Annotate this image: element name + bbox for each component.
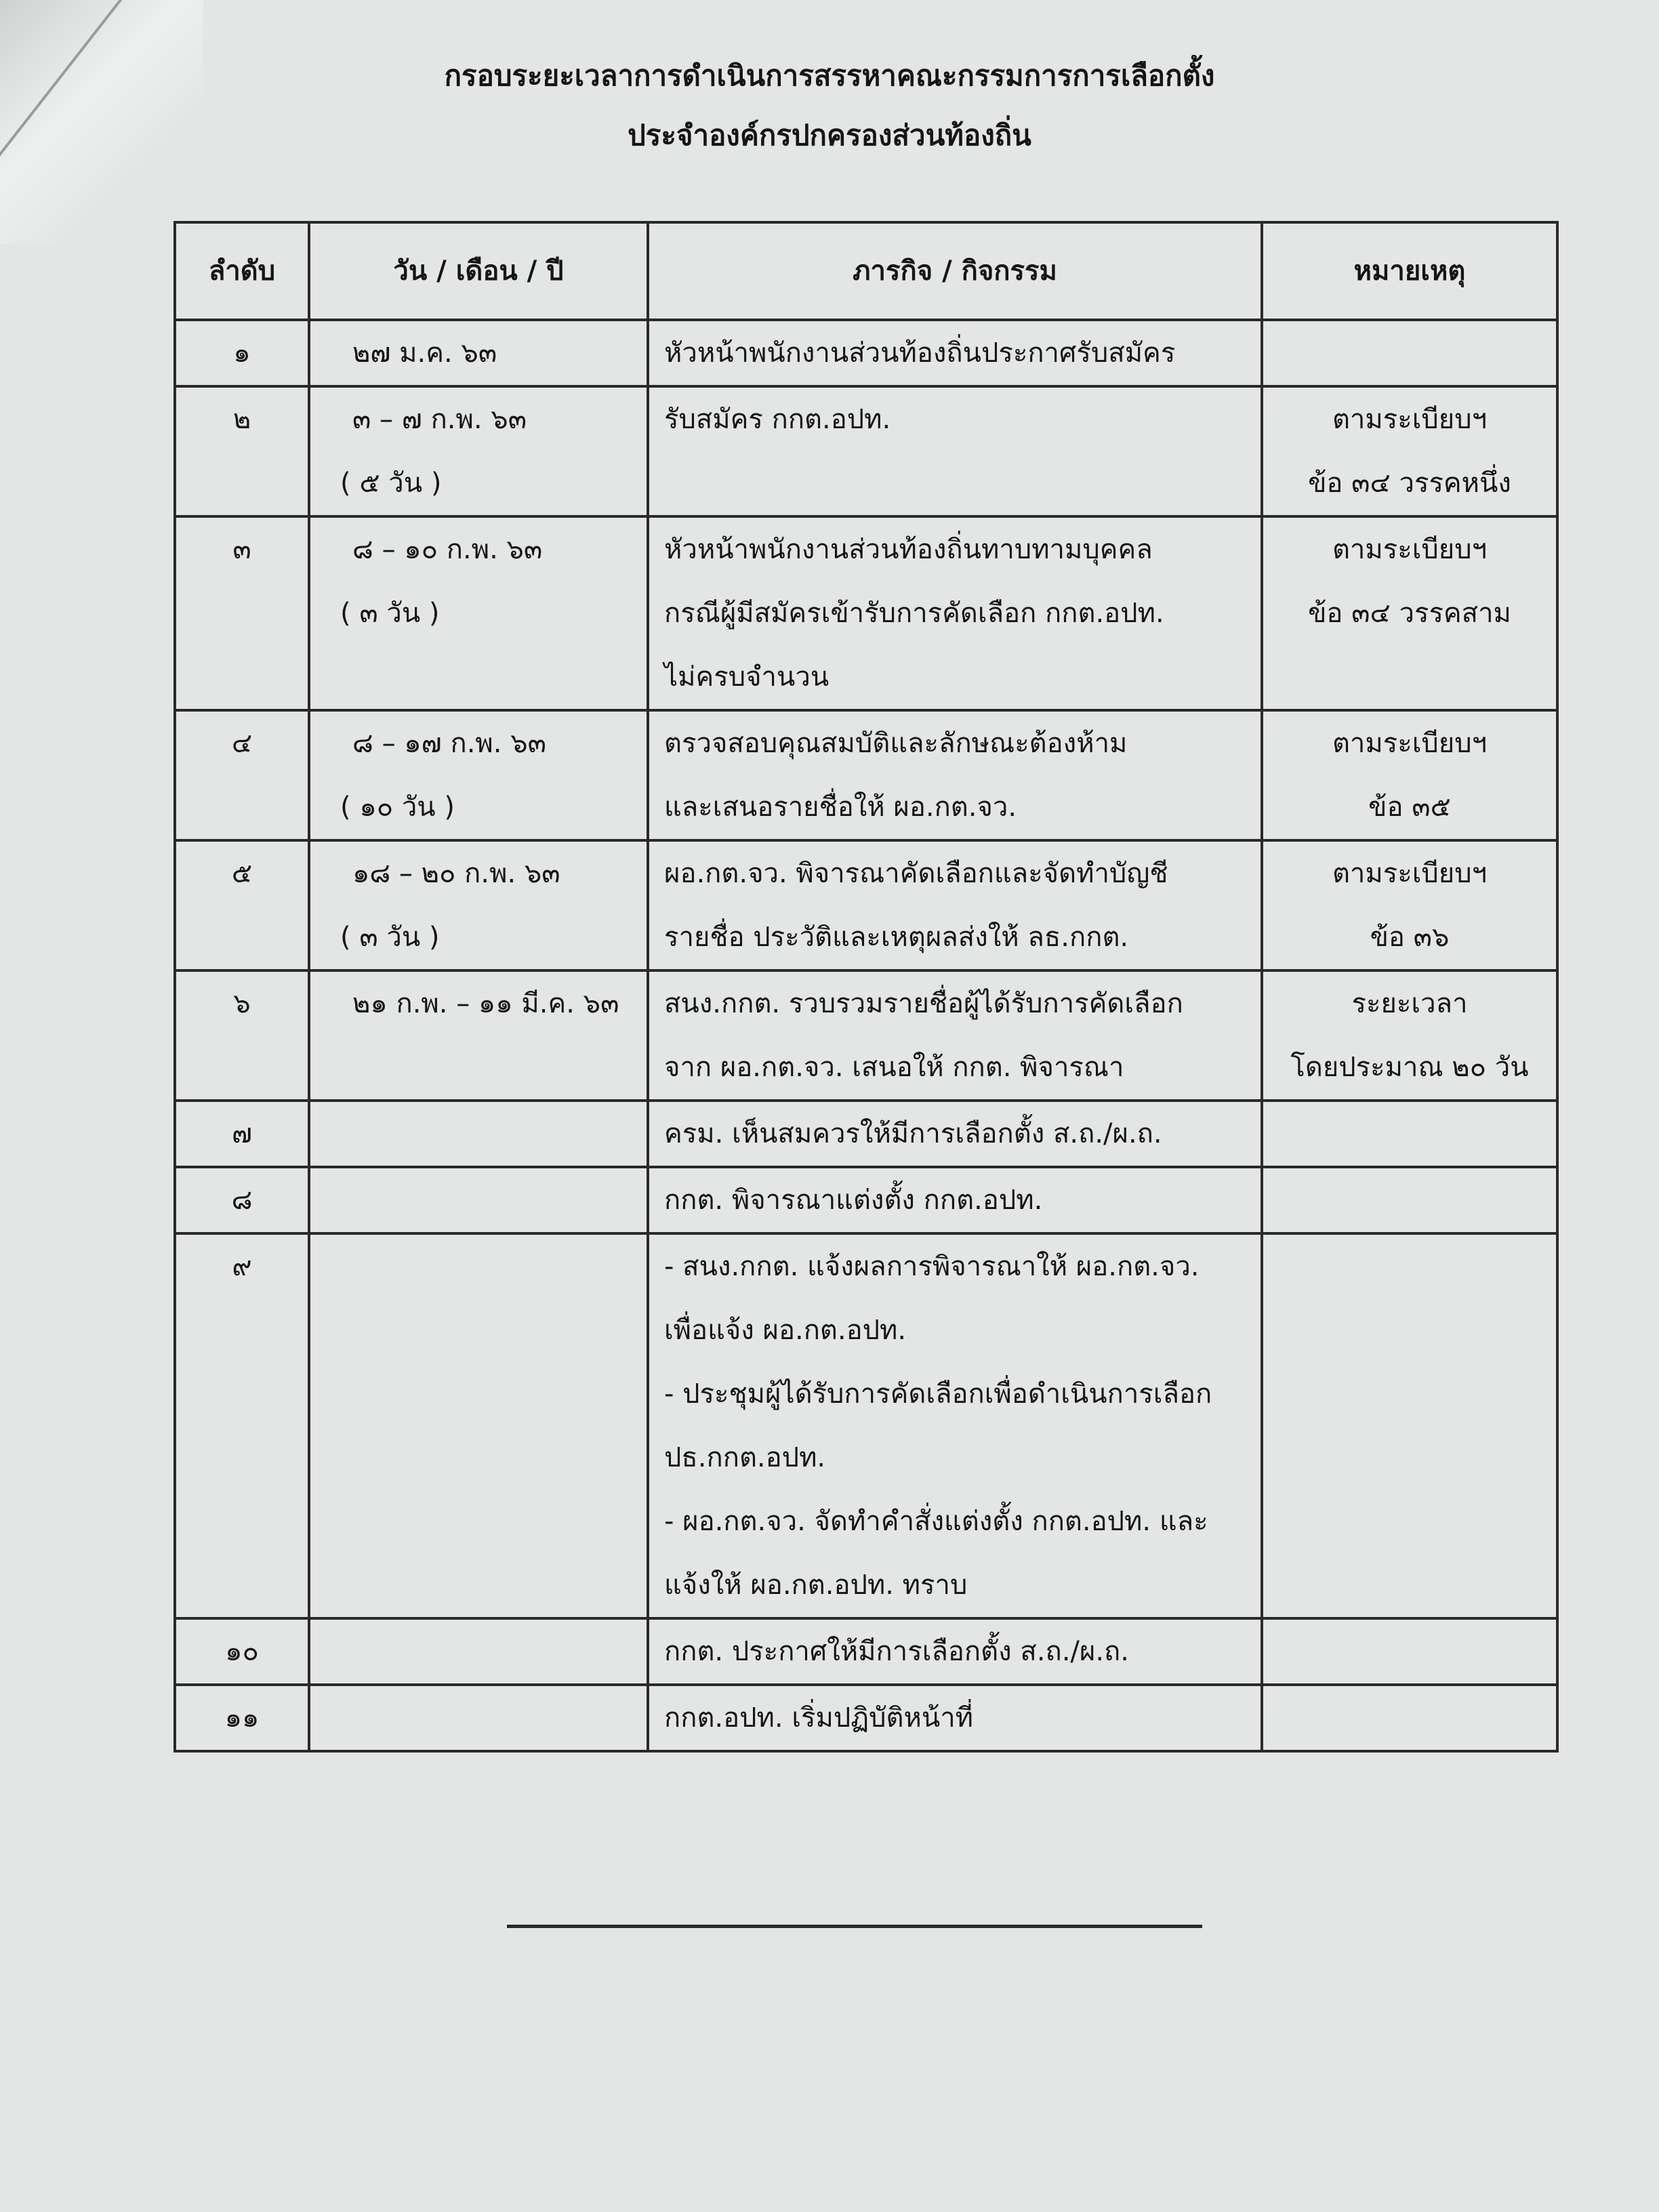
row-duration: ( ๓ วัน ): [340, 598, 440, 629]
row-order: ๖: [175, 970, 309, 1101]
row-note-cell: [1262, 710, 1557, 840]
row-task-line: แจ้งให้ ผอ.กต.อปท. ทราบ: [664, 1570, 968, 1601]
row-note-cell: [1262, 386, 1557, 516]
row-task-line: - ผอ.กต.จว. จัดทำคำสั่งแต่งตั้ง กกต.อปท. และ: [664, 1506, 1208, 1537]
row-note-line: ตามระเบียบฯ: [1332, 858, 1488, 889]
row-order: ๘: [175, 1167, 309, 1233]
row-task-cell: [648, 840, 1262, 970]
row-date-cell: [309, 710, 648, 840]
row-note-line: ข้อ ๓๖: [1370, 922, 1450, 953]
row-order: ๙: [175, 1233, 309, 1618]
row-note-line: ข้อ ๓๔ วรรคหนึ่ง: [1308, 468, 1511, 499]
row-date: ๑๘ – ๒๐ ก.พ. ๖๓: [352, 858, 560, 889]
table-row: [175, 386, 1557, 516]
table-row: [175, 320, 1557, 386]
row-date-cell: [309, 840, 648, 970]
row-task-line: ปธ.กกต.อปท.: [664, 1442, 826, 1473]
row-order: ๔: [175, 710, 309, 840]
row-note-cell: [1262, 1685, 1557, 1751]
row-date: ๒๑ ก.พ. – ๑๑ มี.ค. ๖๓: [352, 988, 619, 1019]
table-row: [175, 1685, 1557, 1751]
header-date: วัน / เดือน / ปี: [309, 222, 648, 320]
row-note-line: โดยประมาณ ๒๐ วัน: [1290, 1052, 1529, 1083]
row-date: ๒๗ ม.ค. ๖๓: [352, 337, 497, 369]
row-order: ๗: [175, 1101, 309, 1167]
row-task-line: - ประชุมผู้ได้รับการคัดเลือกเพื่อดำเนินการเลือก: [664, 1378, 1212, 1410]
row-note-line: ตามระเบียบฯ: [1332, 728, 1488, 759]
row-task-line: กกต.อปท. เริ่มปฏิบัติหน้าที่: [664, 1702, 974, 1734]
row-note-cell: [1262, 516, 1557, 710]
table-row: [175, 710, 1557, 840]
row-task-cell: [648, 970, 1262, 1101]
row-task-cell: [648, 386, 1262, 516]
row-task-line: กรณีผู้มีสมัครเข้ารับการคัดเลือก กกต.อปท.: [664, 598, 1164, 629]
row-task-line: และเสนอรายชื่อให้ ผอ.กต.จว.: [664, 792, 1017, 823]
row-order: ๑: [175, 320, 309, 386]
row-note-line: ข้อ ๓๔ วรรคสาม: [1308, 598, 1511, 629]
table-row: [175, 516, 1557, 710]
row-note-line: ตามระเบียบฯ: [1332, 534, 1488, 565]
row-task-line: จาก ผอ.กต.จว. เสนอให้ กกต. พิจารณา: [664, 1052, 1124, 1083]
row-date-cell: [309, 320, 648, 386]
row-task-cell: [648, 516, 1262, 710]
row-date-cell: [309, 1233, 648, 1618]
row-task-line: ไม่ครบจำนวน: [664, 661, 830, 693]
document-subtitle: ประจำองค์กรปกครองส่วนท้องถิ่น: [628, 119, 1031, 152]
row-task-line: กกต. พิจารณาแต่งตั้ง กกต.อปท.: [664, 1185, 1043, 1216]
row-task-cell: [648, 1233, 1262, 1618]
row-task-line: ผอ.กต.จว. พิจารณาคัดเลือกและจัดทำบัญชี: [664, 858, 1168, 889]
row-date: ๘ – ๑๗ ก.พ. ๖๓: [352, 728, 546, 759]
row-note-cell: [1262, 320, 1557, 386]
row-date-cell: [309, 1618, 648, 1685]
row-date-cell: [309, 516, 648, 710]
row-date-cell: [309, 1685, 648, 1751]
table-row: [175, 970, 1557, 1101]
table-body: [175, 320, 1557, 1751]
header-task: ภารกิจ / กิจกรรม: [648, 222, 1262, 320]
schedule-table: [173, 221, 1559, 1753]
row-date-cell: [309, 386, 648, 516]
row-duration: ( ๕ วัน ): [340, 468, 442, 499]
row-date-cell: [309, 1101, 648, 1167]
table-row: [175, 840, 1557, 970]
row-task-cell: [648, 710, 1262, 840]
row-task-line: - สนง.กกต. แจ้งผลการพิจารณาให้ ผอ.กต.จว.: [664, 1251, 1200, 1282]
table-row: [175, 1618, 1557, 1685]
row-order: ๕: [175, 840, 309, 970]
table-header-row: [175, 222, 1557, 320]
row-order: ๓: [175, 516, 309, 710]
row-note-cell: [1262, 1618, 1557, 1685]
row-task-line: หัวหน้าพนักงานส่วนท้องถิ่นทาบทามบุคคล: [664, 534, 1153, 565]
table-row: [175, 1233, 1557, 1618]
row-date-cell: [309, 970, 648, 1101]
row-task-line: สนง.กกต. รวบรวมรายชื่อผู้ได้รับการคัดเลือก: [664, 988, 1183, 1019]
row-duration: ( ๓ วัน ): [340, 922, 440, 953]
row-date: ๘ – ๑๐ ก.พ. ๖๓: [352, 534, 543, 565]
row-task-line: รายชื่อ ประวัติและเหตุผลส่งให้ ลธ.กกต.: [664, 922, 1129, 953]
row-note-cell: [1262, 1233, 1557, 1618]
row-note-cell: [1262, 970, 1557, 1101]
footer-divider: [507, 1925, 1202, 1928]
table-row: [175, 1167, 1557, 1233]
row-task-cell: [648, 1685, 1262, 1751]
row-note-cell: [1262, 1101, 1557, 1167]
row-note-line: ตามระเบียบฯ: [1332, 404, 1488, 435]
document-title: กรอบระยะเวลาการดำเนินการสรรหาคณะกรรมการการเลือกตั้ง: [444, 59, 1215, 92]
row-task-line: รับสมัคร กกต.อปท.: [664, 404, 891, 435]
row-task-line: เพื่อแจ้ง ผอ.กต.อปท.: [664, 1315, 907, 1346]
row-task-cell: [648, 1101, 1262, 1167]
row-task-cell: [648, 320, 1262, 386]
header-order: ลำดับ: [175, 222, 309, 320]
row-note-cell: [1262, 1167, 1557, 1233]
row-date: ๓ – ๗ ก.พ. ๖๓: [352, 404, 527, 435]
row-task-line: ตรวจสอบคุณสมบัติและลักษณะต้องห้าม: [664, 728, 1128, 759]
row-task-line: กกต. ประกาศให้มีการเลือกตั้ง ส.ถ./ผ.ถ.: [664, 1636, 1129, 1667]
row-order: ๑๐: [175, 1618, 309, 1685]
row-order: ๑๑: [175, 1685, 309, 1751]
row-date-cell: [309, 1167, 648, 1233]
row-task-cell: [648, 1167, 1262, 1233]
row-order: ๒: [175, 386, 309, 516]
row-note-line: ข้อ ๓๕: [1368, 792, 1451, 823]
row-duration: ( ๑๐ วัน ): [340, 792, 455, 823]
row-task-cell: [648, 1618, 1262, 1685]
row-note-line: ระยะเวลา: [1351, 988, 1468, 1019]
row-task-line: หัวหน้าพนักงานส่วนท้องถิ่นประกาศรับสมัคร: [664, 337, 1176, 369]
row-task-line: ครม. เห็นสมควรให้มีการเลือกตั้ง ส.ถ./ผ.ถ.: [664, 1118, 1162, 1149]
header-note: หมายเหตุ: [1262, 222, 1557, 320]
row-note-cell: [1262, 840, 1557, 970]
table-row: [175, 1101, 1557, 1167]
